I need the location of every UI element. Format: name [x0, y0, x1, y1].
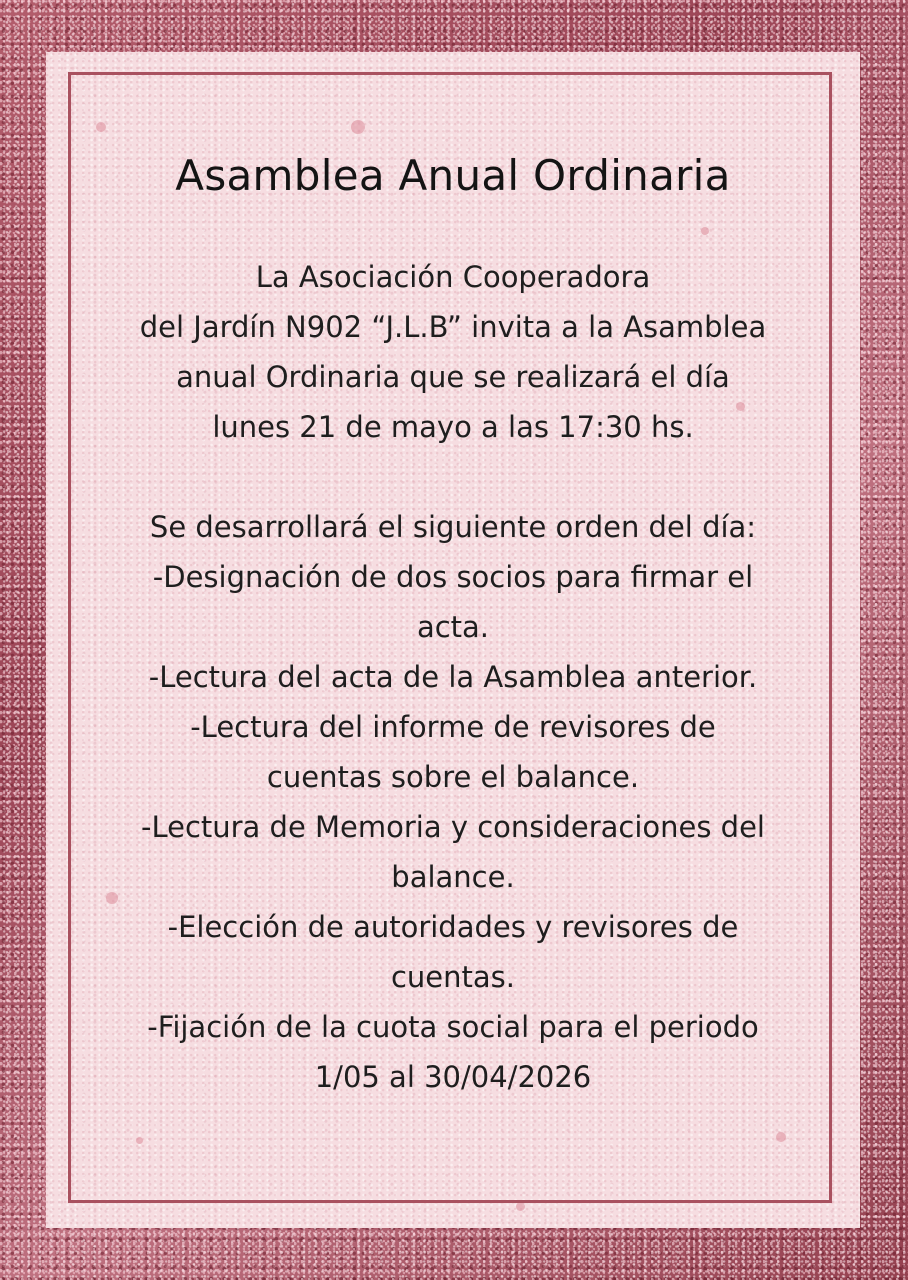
agenda-line: -Elección de autoridades y revisores de	[167, 910, 739, 944]
intro-line: del Jardín N902 “J.L.B” invita a la Asamblea	[139, 310, 767, 344]
notice-title: Asamblea Anual Ordinaria	[175, 151, 731, 200]
paragraph-gap	[46, 452, 860, 502]
agenda-heading: Se desarrollará el siguiente orden del día:	[149, 510, 757, 544]
intro-line: anual Ordinaria que se realizará el día	[176, 360, 730, 394]
agenda-line: -Lectura del informe de revisores de	[190, 710, 716, 744]
agenda-line: -Lectura de Memoria y consideraciones del	[140, 810, 765, 844]
invitation-card	[46, 52, 860, 1228]
agenda-line: cuentas sobre el balance.	[266, 760, 640, 794]
decor-splash	[516, 1202, 525, 1211]
agenda-line: -Fijación de la cuota social para el periodo	[147, 1010, 759, 1044]
intro-line: La Asociación Cooperadora	[255, 260, 651, 294]
agenda-line: balance.	[391, 860, 515, 894]
agenda-line: 1/05 al 30/04/2026	[314, 1060, 592, 1094]
agenda-line: -Designación de dos socios para firmar el	[152, 560, 754, 594]
notice-body	[46, 252, 860, 1102]
agenda-line: cuentas.	[390, 960, 515, 994]
agenda-line: -Lectura del acta de la Asamblea anterior.	[148, 660, 758, 694]
intro-line: lunes 21 de mayo a las 17:30 hs.	[212, 410, 694, 444]
agenda-line: acta.	[416, 610, 490, 644]
